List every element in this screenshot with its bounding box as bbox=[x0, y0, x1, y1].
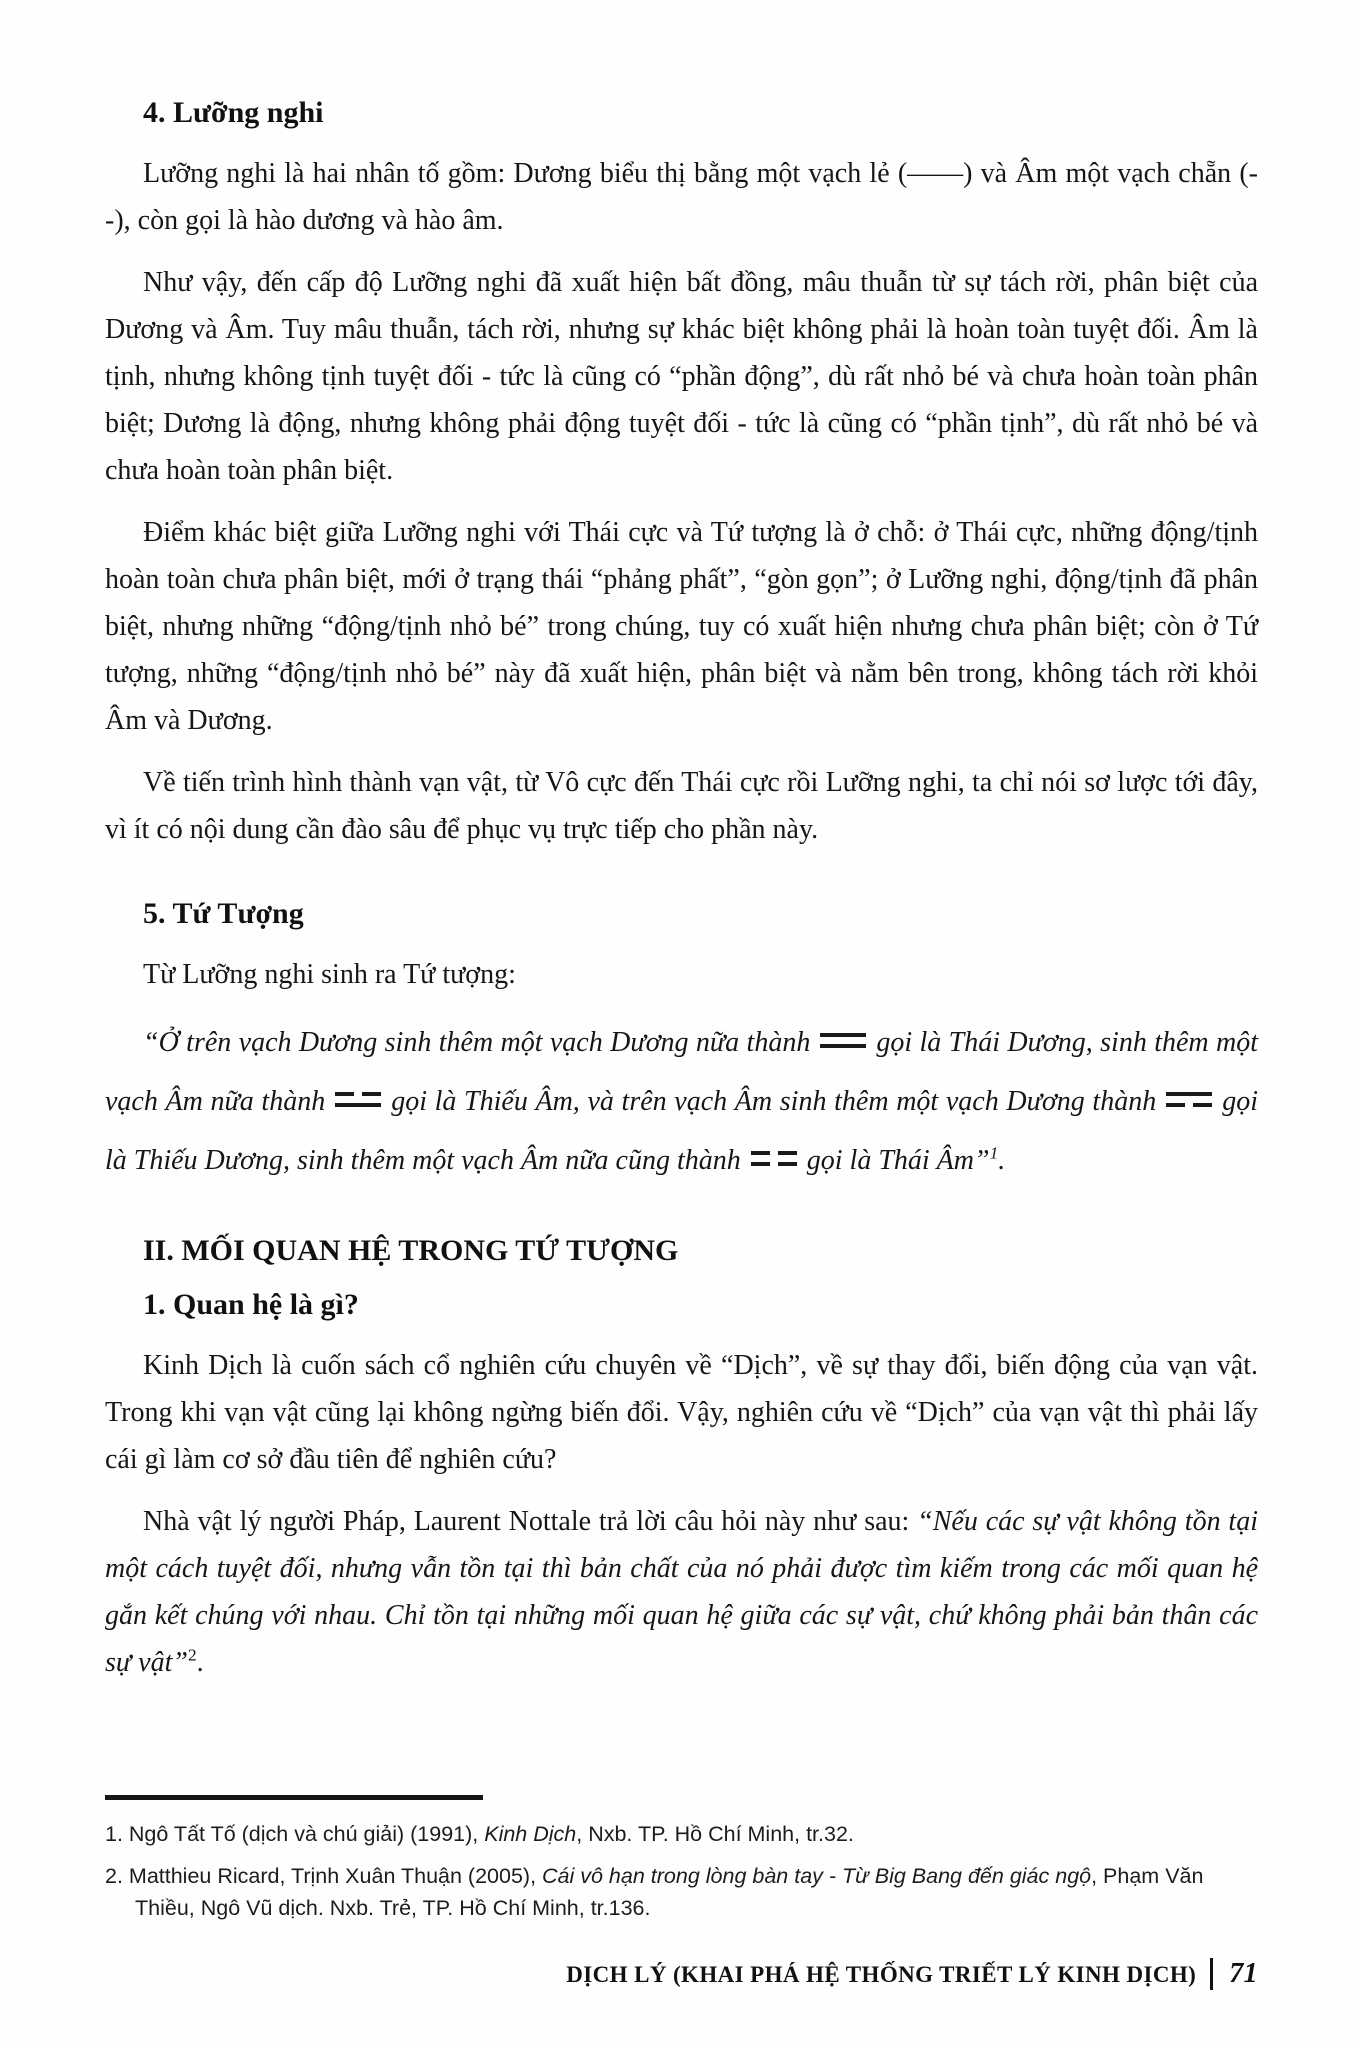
footnote-text: 2. Matthieu Ricard, Trịnh Xuân Thuận (2005), bbox=[105, 1864, 543, 1888]
quote-tail: . bbox=[998, 1145, 1006, 1176]
page-content bbox=[105, 96, 1258, 1701]
section-heading-moi-quan-he: II. MỐI QUAN HỆ TRONG TỨ TƯỢNG bbox=[143, 1234, 679, 1267]
footnote-reference-2: 2 bbox=[187, 1645, 197, 1665]
footnote-1 bbox=[105, 1818, 1258, 1850]
tu-tuong-quote bbox=[105, 1013, 1258, 1190]
running-title: DỊCH LÝ (KHAI PHÁ HỆ THỐNG TRIẾT LÝ KINH DỊCH) bbox=[566, 1962, 1197, 1987]
paragraph-lead: Nhà vật lý người Pháp, Laurent Nottale trả lời câu hỏi này như sau: bbox=[143, 1506, 918, 1537]
thieu-am-digram-icon bbox=[335, 1085, 381, 1114]
section-heading-luong-nghi: 4. Lưỡng nghi bbox=[143, 96, 324, 129]
page-bottom bbox=[105, 1795, 1258, 1990]
thai-duong-digram-icon bbox=[820, 1026, 866, 1055]
footnote-2 bbox=[105, 1860, 1258, 1924]
footnote-separator-rule bbox=[105, 1795, 483, 1800]
quote-segment: gọi là Thiếu Dương, sinh thêm một vạch Âm nữa cũng thành bbox=[105, 1086, 1258, 1176]
footnote-text: 1. Ngô Tất Tố (dịch và chú giải) (1991), bbox=[105, 1822, 485, 1846]
footnote-text: , Phạm Văn Thiều, Ngô Vũ dịch. Nxb. Trẻ, TP. Hồ Chí Minh, tr.136. bbox=[135, 1864, 1204, 1920]
paragraph-luong-nghi-4: Về tiến trình hình thành vạn vật, từ Vô cực đến Thái cực rồi Lưỡng nghi, ta chỉ nói sơ lược tới đây, vì ít có nội dung cần đào sâu để phục vụ trực tiếp cho phần này. bbox=[105, 767, 1258, 845]
paragraph-quan-he-2 bbox=[105, 1498, 1258, 1686]
page-number: 71 bbox=[1210, 1958, 1258, 1990]
quote-segment: gọi là Thiếu Âm, và trên vạch Âm sinh thêm một vạch Dương thành bbox=[391, 1086, 1157, 1117]
footnote-book-title: Kinh Dịch bbox=[484, 1822, 577, 1846]
footnote-book-title: Cái vô hạn trong lòng bàn tay - Từ Big Bang đến giác ngộ bbox=[542, 1864, 1092, 1888]
footnote-reference-1: 1 bbox=[989, 1143, 999, 1163]
paragraph-tail: . bbox=[196, 1647, 204, 1678]
paragraph-luong-nghi-2: Như vậy, đến cấp độ Lưỡng nghi đã xuất hiện bất đồng, mâu thuẫn từ sự tách rời, phân biệt của Dương và Âm. Tuy mâu thuẫn, tách rời, nhưng sự khác biệt không phải là hoàn toàn tuyệt đối. Âm là tịnh, nhưng không tịnh tuyệt đối - tức là cũng có “phần động”, dù rất nhỏ bé và chưa hoàn toàn phân biệt; Dương là động, nhưng không phải động tuyệt đối - tức là cũng có “phần tịnh”, dù rất nhỏ bé và chưa hoàn toàn phân biệt. bbox=[105, 267, 1258, 486]
quote-segment: gọi là Thái Dương, sinh thêm một vạch Âm nữa thành bbox=[105, 1027, 1258, 1117]
footnote-text: , Nxb. TP. Hồ Chí Minh, tr.32. bbox=[576, 1822, 854, 1846]
running-footer bbox=[105, 1958, 1258, 1990]
quote-segment: “Ở trên vạch Dương sinh thêm một vạch Dương nữa thành bbox=[143, 1027, 811, 1058]
thieu-duong-digram-icon bbox=[1166, 1085, 1212, 1114]
nottale-quote: “Nếu các sự vật không tồn tại một cách tuyệt đối, nhưng vẫn tồn tại thì bản chất của nó phải được tìm kiếm trong các mối quan hệ gắn kết chúng với nhau. Chỉ tồn tại những mối quan hệ giữa các sự vật, chứ không phải bản thân các sự vật” bbox=[105, 1506, 1258, 1678]
quote-segment: gọi là Thái Âm” bbox=[806, 1145, 990, 1176]
section-heading-tu-tuong: 5. Tứ Tượng bbox=[143, 897, 304, 930]
paragraph-luong-nghi-3: Điểm khác biệt giữa Lưỡng nghi với Thái cực và Tứ tượng là ở chỗ: ở Thái cực, những động/tịnh hoàn toàn chưa phân biệt, mới ở trạng thái “phảng phất”, “gòn gọn”; ở Lưỡng nghi, động/tịnh đã phân biệt, nhưng những “động/tịnh nhỏ bé” trong chúng, tuy có xuất hiện nhưng chưa phân biệt; còn ở Tứ tượng, những “động/tịnh nhỏ bé” này đã xuất hiện, phân biệt và nằm bên trong, không tách rời khỏi Âm và Dương. bbox=[105, 517, 1258, 736]
paragraph-tu-tuong-intro: Từ Lưỡng nghi sinh ra Tứ tượng: bbox=[143, 959, 516, 990]
thai-am-digram-icon bbox=[751, 1144, 797, 1173]
paragraph-quan-he-1: Kinh Dịch là cuốn sách cổ nghiên cứu chuyên về “Dịch”, về sự thay đổi, biến động của vạn vật. Trong khi vạn vật cũng lại không ngừng biến đổi. Vậy, nghiên cứu về “Dịch” của vạn vật thì phải lấy cái gì làm cơ sở đầu tiên để nghiên cứu? bbox=[105, 1350, 1258, 1475]
paragraph-luong-nghi-1: Lưỡng nghi là hai nhân tố gồm: Dương biểu thị bằng một vạch lẻ (——) và Âm một vạch chẵn (- -), còn gọi là hào dương và hào âm. bbox=[105, 158, 1258, 236]
subsection-heading-quan-he-la-gi: 1. Quan hệ là gì? bbox=[143, 1288, 359, 1321]
